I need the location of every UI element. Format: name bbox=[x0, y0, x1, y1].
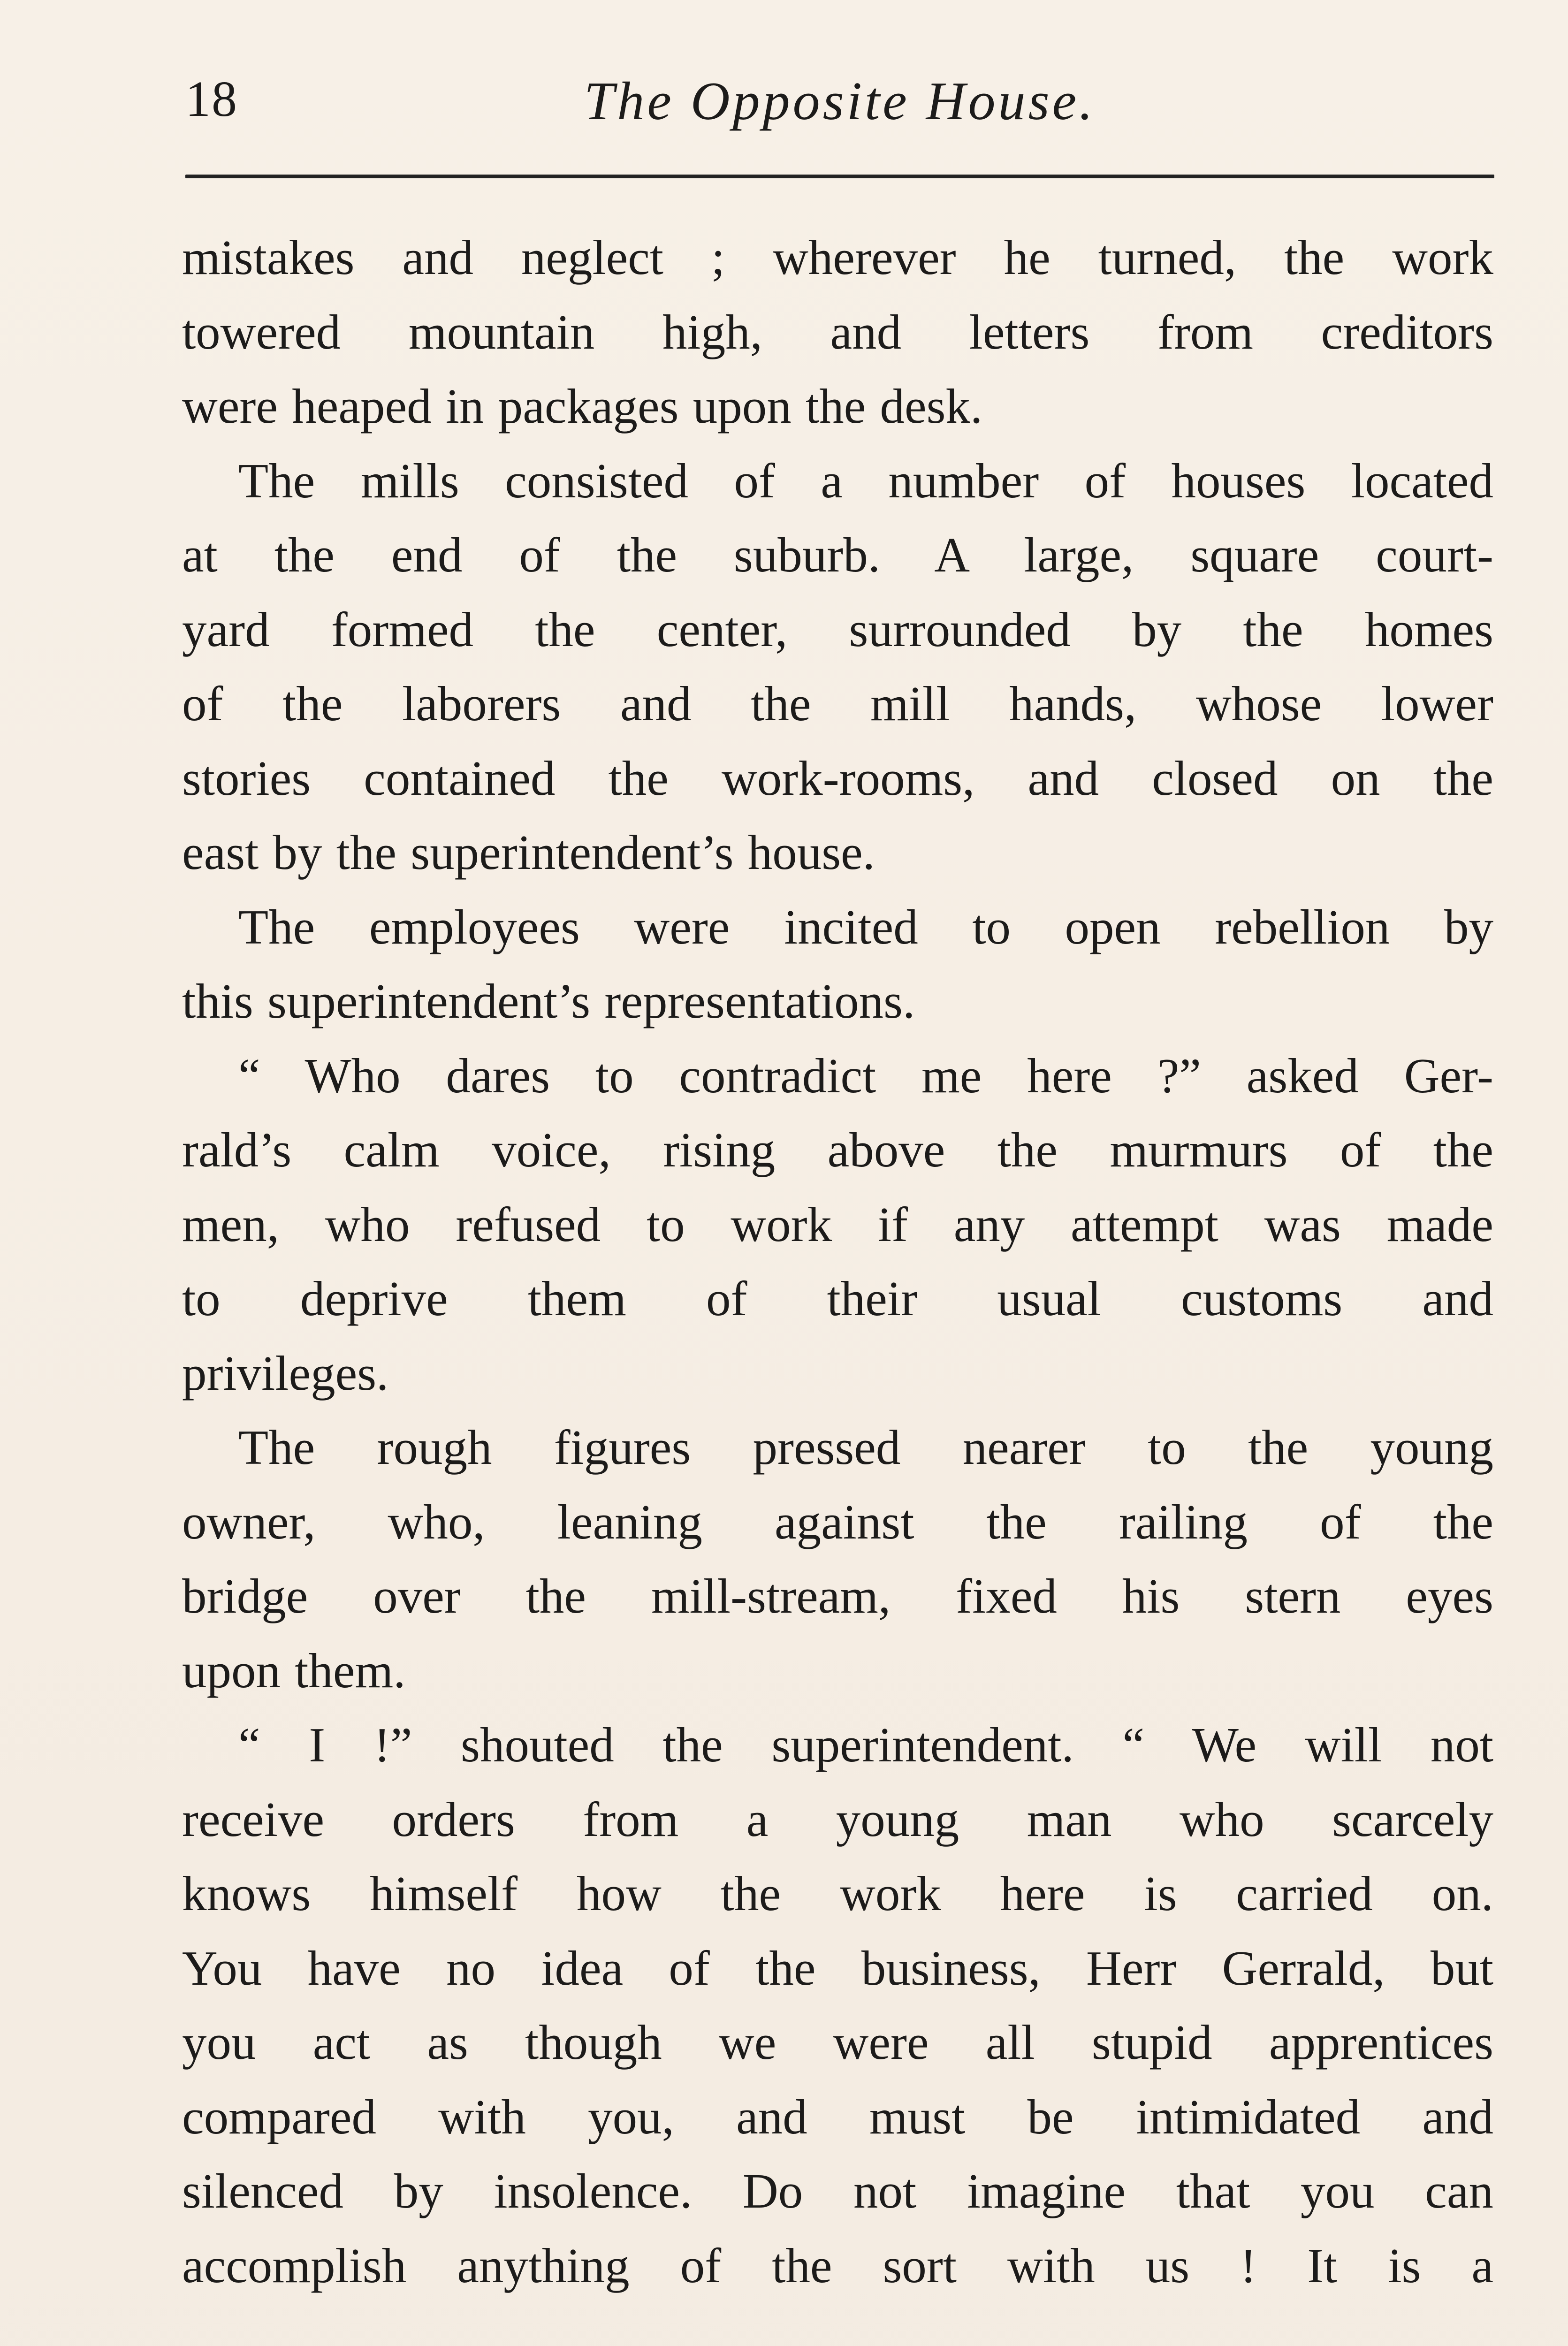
text-line: men, who refused to work if any attempt was made bbox=[182, 1196, 1493, 1252]
text-line: towered mountain high, and letters from creditors bbox=[182, 304, 1493, 359]
text-line: were heaped in packages upon the desk. bbox=[182, 379, 983, 434]
text-line: rald’s calm voice, rising above the murmurs of the bbox=[182, 1122, 1493, 1177]
text-line: of the laborers and the mill hands, whose lower bbox=[182, 676, 1493, 731]
text-line: yard formed the center, surrounded by the homes bbox=[182, 602, 1493, 657]
text-line: The employees were incited to open rebellion by bbox=[238, 899, 1493, 954]
text-line: privileges. bbox=[182, 1345, 389, 1401]
text-line: “ I !” shouted the superintendent. “ We will not bbox=[238, 1717, 1493, 1772]
text-line: accomplish anything of the sort with us ! It is a bbox=[182, 2238, 1493, 2293]
text-line: to deprive them of their usual customs and bbox=[182, 1271, 1493, 1326]
text-line: You have no idea of the business, Herr Gerrald, but bbox=[182, 1940, 1493, 1996]
header-rule bbox=[185, 175, 1494, 178]
text-line: you act as though we were all stupid apprentices bbox=[182, 2015, 1493, 2070]
text-line: The rough figures pressed nearer to the young bbox=[238, 1420, 1493, 1475]
text-line: silenced by insolence. Do not imagine that you can bbox=[182, 2163, 1493, 2218]
text-line: owner, who, leaning against the railing of the bbox=[182, 1494, 1493, 1549]
page-number: 18 bbox=[185, 71, 238, 127]
text-line: bridge over the mill-stream, fixed his stern eyes bbox=[182, 1569, 1493, 1623]
running-title: The Opposite House. bbox=[584, 71, 1096, 131]
body-text bbox=[182, 221, 1493, 2303]
text-line: receive orders from a young man who scarcely bbox=[182, 1791, 1493, 1847]
text-line: knows himself how the work here is carried on. bbox=[182, 1866, 1493, 1921]
page-header bbox=[185, 61, 1494, 136]
text-line: compared with you, and must be intimidated and bbox=[182, 2089, 1493, 2144]
text-line: upon them. bbox=[182, 1643, 406, 1698]
text-line: at the end of the suburb. A large, square court- bbox=[182, 527, 1493, 582]
text-line: “ Who dares to contradict me here ?” asked Ger- bbox=[238, 1048, 1493, 1103]
text-line: stories contained the work-rooms, and closed on the bbox=[182, 750, 1493, 806]
text-line: mistakes and neglect ; wherever he turned, the work bbox=[182, 230, 1493, 285]
text-line: this superintendent’s representations. bbox=[182, 974, 915, 1028]
text-line: The mills consisted of a number of houses located bbox=[238, 453, 1493, 508]
text-line: east by the superintendent’s house. bbox=[182, 825, 875, 880]
